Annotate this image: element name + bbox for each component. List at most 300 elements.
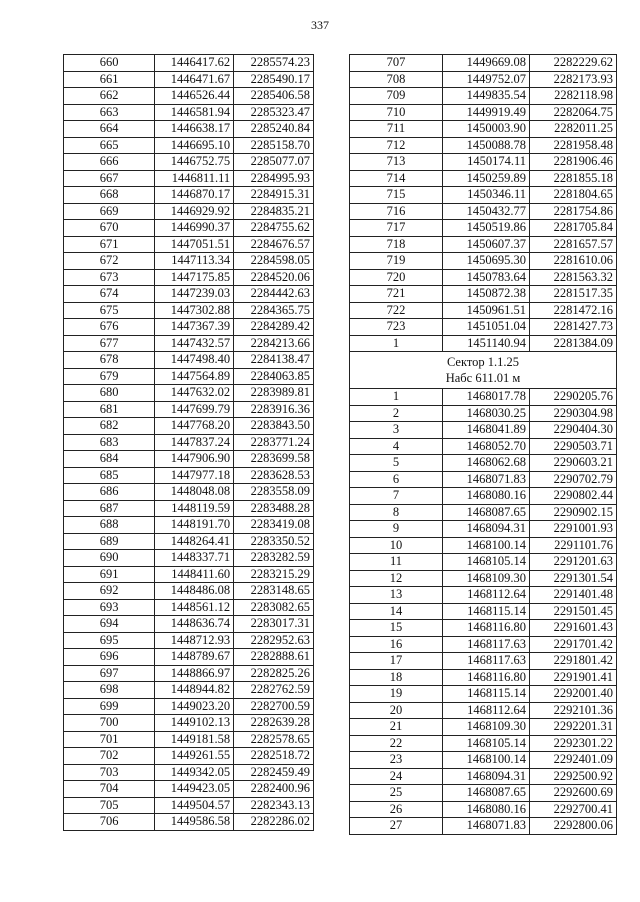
- point-number-cell: 13: [350, 587, 443, 604]
- x-coordinate-cell: 1450783.64: [443, 269, 530, 286]
- point-number-cell: 715: [350, 187, 443, 204]
- x-coordinate-cell: 1447113.34: [155, 253, 234, 270]
- point-number-cell: 21: [350, 719, 443, 736]
- table-row: [350, 669, 617, 686]
- x-coordinate-cell: 1448712.93: [155, 632, 234, 649]
- x-coordinate-cell: 1448636.74: [155, 616, 234, 633]
- y-coordinate-cell: 2282518.72: [234, 748, 314, 765]
- y-coordinate-cell: 2292600.69: [530, 785, 617, 802]
- right-table-bottom-body: [350, 389, 617, 835]
- table-row: [350, 187, 617, 204]
- table-row: [350, 735, 617, 752]
- y-coordinate-cell: 2291501.45: [530, 603, 617, 620]
- table-row: [350, 422, 617, 439]
- section-header: [350, 352, 617, 389]
- y-coordinate-cell: 2291401.48: [530, 587, 617, 604]
- y-coordinate-cell: 2284365.75: [234, 302, 314, 319]
- table-row: [64, 781, 314, 798]
- y-coordinate-cell: 2290802.44: [530, 488, 617, 505]
- x-coordinate-cell: 1446929.92: [155, 203, 234, 220]
- table-row: [64, 236, 314, 253]
- x-coordinate-cell: 1448486.08: [155, 583, 234, 600]
- x-coordinate-cell: 1447837.24: [155, 434, 234, 451]
- point-number-cell: 717: [350, 220, 443, 237]
- section-subtitle: Набс 611.01 м: [445, 371, 521, 385]
- y-coordinate-cell: 2291001.93: [530, 521, 617, 538]
- y-coordinate-cell: 2291601.43: [530, 620, 617, 637]
- x-coordinate-cell: 1447977.18: [155, 467, 234, 484]
- y-coordinate-cell: 2282700.59: [234, 698, 314, 715]
- y-coordinate-cell: 2292101.36: [530, 702, 617, 719]
- x-coordinate-cell: 1446581.94: [155, 104, 234, 121]
- x-coordinate-cell: 1446870.17: [155, 187, 234, 204]
- table-row: [350, 554, 617, 571]
- y-coordinate-cell: 2281384.09: [530, 335, 617, 352]
- y-coordinate-cell: 2284835.21: [234, 203, 314, 220]
- point-number-cell: 703: [64, 764, 155, 781]
- point-number-cell: 707: [350, 55, 443, 72]
- table-row: [350, 636, 617, 653]
- y-coordinate-cell: 2283350.52: [234, 533, 314, 550]
- point-number-cell: 713: [350, 154, 443, 171]
- x-coordinate-cell: 1450003.90: [443, 121, 530, 138]
- x-coordinate-cell: 1448119.59: [155, 500, 234, 517]
- table-row: [64, 500, 314, 517]
- y-coordinate-cell: 2290902.15: [530, 504, 617, 521]
- point-number-cell: 20: [350, 702, 443, 719]
- point-number-cell: 26: [350, 801, 443, 818]
- point-number-cell: 710: [350, 104, 443, 121]
- table-row: [350, 121, 617, 138]
- x-coordinate-cell: 1446695.10: [155, 137, 234, 154]
- point-number-cell: 677: [64, 335, 155, 352]
- point-number-cell: 1: [350, 389, 443, 406]
- table-row: [64, 187, 314, 204]
- x-coordinate-cell: 1468087.65: [443, 785, 530, 802]
- table-row: [64, 451, 314, 468]
- y-coordinate-cell: 2292301.22: [530, 735, 617, 752]
- table-row: [350, 88, 617, 105]
- table-row: [64, 170, 314, 187]
- y-coordinate-cell: 2284520.06: [234, 269, 314, 286]
- x-coordinate-cell: 1446417.62: [155, 55, 234, 72]
- point-number-cell: 697: [64, 665, 155, 682]
- point-number-cell: 661: [64, 71, 155, 88]
- point-number-cell: 681: [64, 401, 155, 418]
- x-coordinate-cell: 1450346.11: [443, 187, 530, 204]
- table-row: [64, 385, 314, 402]
- y-coordinate-cell: 2290404.30: [530, 422, 617, 439]
- table-row: [64, 71, 314, 88]
- table-row: [350, 389, 617, 406]
- table-row: [64, 137, 314, 154]
- table-row: [64, 319, 314, 336]
- table-row: [350, 319, 617, 336]
- point-number-cell: 671: [64, 236, 155, 253]
- y-coordinate-cell: 2292500.92: [530, 768, 617, 785]
- table-row: [64, 335, 314, 352]
- coordinates-table-left: [63, 54, 314, 831]
- x-coordinate-cell: 1448337.71: [155, 550, 234, 567]
- y-coordinate-cell: 2285158.70: [234, 137, 314, 154]
- right-table-top-body: [350, 55, 617, 352]
- x-coordinate-cell: 1449342.05: [155, 764, 234, 781]
- point-number-cell: 15: [350, 620, 443, 637]
- table-row: [64, 302, 314, 319]
- point-number-cell: 665: [64, 137, 155, 154]
- y-coordinate-cell: 2282952.63: [234, 632, 314, 649]
- point-number-cell: 685: [64, 467, 155, 484]
- y-coordinate-cell: 2285490.17: [234, 71, 314, 88]
- table-row: [350, 570, 617, 587]
- y-coordinate-cell: 2282578.65: [234, 731, 314, 748]
- y-coordinate-cell: 2285574.23: [234, 55, 314, 72]
- y-coordinate-cell: 2282118.98: [530, 88, 617, 105]
- point-number-cell: 5: [350, 455, 443, 472]
- point-number-cell: 709: [350, 88, 443, 105]
- x-coordinate-cell: 1446811.11: [155, 170, 234, 187]
- point-number-cell: 667: [64, 170, 155, 187]
- table-row: [64, 253, 314, 270]
- table-row: [64, 566, 314, 583]
- point-number-cell: 695: [64, 632, 155, 649]
- y-coordinate-cell: 2281754.86: [530, 203, 617, 220]
- point-number-cell: 708: [350, 71, 443, 88]
- table-row: [350, 471, 617, 488]
- y-coordinate-cell: 2281563.32: [530, 269, 617, 286]
- point-number-cell: 7: [350, 488, 443, 505]
- point-number-cell: 683: [64, 434, 155, 451]
- x-coordinate-cell: 1449586.58: [155, 814, 234, 831]
- x-coordinate-cell: 1468017.78: [443, 389, 530, 406]
- table-row: [64, 55, 314, 72]
- table-row: [64, 583, 314, 600]
- point-number-cell: 723: [350, 319, 443, 336]
- point-number-cell: 705: [64, 797, 155, 814]
- point-number-cell: 4: [350, 438, 443, 455]
- y-coordinate-cell: 2284598.05: [234, 253, 314, 270]
- x-coordinate-cell: 1451140.94: [443, 335, 530, 352]
- x-coordinate-cell: 1468115.14: [443, 686, 530, 703]
- x-coordinate-cell: 1468115.14: [443, 603, 530, 620]
- y-coordinate-cell: 2291201.63: [530, 554, 617, 571]
- table-row: [64, 203, 314, 220]
- table-row: [350, 203, 617, 220]
- point-number-cell: 721: [350, 286, 443, 303]
- table-row: [64, 797, 314, 814]
- x-coordinate-cell: 1449669.08: [443, 55, 530, 72]
- y-coordinate-cell: 2283628.53: [234, 467, 314, 484]
- x-coordinate-cell: 1449102.13: [155, 715, 234, 732]
- table-row: [350, 154, 617, 171]
- x-coordinate-cell: 1450259.89: [443, 170, 530, 187]
- x-coordinate-cell: 1468116.80: [443, 669, 530, 686]
- point-number-cell: 666: [64, 154, 155, 171]
- point-number-cell: 688: [64, 517, 155, 534]
- point-number-cell: 10: [350, 537, 443, 554]
- x-coordinate-cell: 1468071.83: [443, 818, 530, 835]
- point-number-cell: 1: [350, 335, 443, 352]
- point-number-cell: 670: [64, 220, 155, 237]
- y-coordinate-cell: 2284755.62: [234, 220, 314, 237]
- y-coordinate-cell: 2283843.50: [234, 418, 314, 435]
- x-coordinate-cell: 1468080.16: [443, 488, 530, 505]
- y-coordinate-cell: 2292401.09: [530, 752, 617, 769]
- y-coordinate-cell: 2282173.93: [530, 71, 617, 88]
- table-row: [350, 620, 617, 637]
- y-coordinate-cell: 2285323.47: [234, 104, 314, 121]
- point-number-cell: 668: [64, 187, 155, 204]
- table-row: [350, 220, 617, 237]
- y-coordinate-cell: 2292001.40: [530, 686, 617, 703]
- y-coordinate-cell: 2281427.73: [530, 319, 617, 336]
- x-coordinate-cell: 1447302.88: [155, 302, 234, 319]
- y-coordinate-cell: 2290304.98: [530, 405, 617, 422]
- point-number-cell: 700: [64, 715, 155, 732]
- table-row: [350, 286, 617, 303]
- table-row: [64, 599, 314, 616]
- x-coordinate-cell: 1447367.39: [155, 319, 234, 336]
- x-coordinate-cell: 1451051.04: [443, 319, 530, 336]
- x-coordinate-cell: 1449023.20: [155, 698, 234, 715]
- point-number-cell: 8: [350, 504, 443, 521]
- point-number-cell: 690: [64, 550, 155, 567]
- x-coordinate-cell: 1468100.14: [443, 537, 530, 554]
- y-coordinate-cell: 2291701.42: [530, 636, 617, 653]
- section-title: Сектор 1.1.25: [446, 355, 520, 369]
- x-coordinate-cell: 1447175.85: [155, 269, 234, 286]
- x-coordinate-cell: 1450695.30: [443, 253, 530, 270]
- y-coordinate-cell: 2281804.65: [530, 187, 617, 204]
- point-number-cell: 706: [64, 814, 155, 831]
- point-number-cell: 27: [350, 818, 443, 835]
- y-coordinate-cell: 2281472.16: [530, 302, 617, 319]
- y-coordinate-cell: 2281705.84: [530, 220, 617, 237]
- table-row: [64, 467, 314, 484]
- table-row: [350, 455, 617, 472]
- point-number-cell: 673: [64, 269, 155, 286]
- x-coordinate-cell: 1446471.67: [155, 71, 234, 88]
- page-number: 337: [311, 18, 329, 32]
- x-coordinate-cell: 1447432.57: [155, 335, 234, 352]
- point-number-cell: 687: [64, 500, 155, 517]
- point-number-cell: 23: [350, 752, 443, 769]
- x-coordinate-cell: 1468109.30: [443, 570, 530, 587]
- table-row: [350, 405, 617, 422]
- section-header-body: [350, 352, 617, 389]
- x-coordinate-cell: 1468105.14: [443, 554, 530, 571]
- x-coordinate-cell: 1447906.90: [155, 451, 234, 468]
- x-coordinate-cell: 1449261.55: [155, 748, 234, 765]
- y-coordinate-cell: 2284213.66: [234, 335, 314, 352]
- x-coordinate-cell: 1468052.70: [443, 438, 530, 455]
- table-row: [64, 715, 314, 732]
- table-row: [350, 653, 617, 670]
- table-row: [64, 517, 314, 534]
- y-coordinate-cell: 2283148.65: [234, 583, 314, 600]
- table-row: [350, 752, 617, 769]
- point-number-cell: 18: [350, 669, 443, 686]
- table-row: [350, 438, 617, 455]
- point-number-cell: 22: [350, 735, 443, 752]
- x-coordinate-cell: 1449181.58: [155, 731, 234, 748]
- y-coordinate-cell: 2282400.96: [234, 781, 314, 798]
- x-coordinate-cell: 1450961.51: [443, 302, 530, 319]
- point-number-cell: 722: [350, 302, 443, 319]
- table-row: [64, 484, 314, 501]
- x-coordinate-cell: 1447564.89: [155, 368, 234, 385]
- point-number-cell: 9: [350, 521, 443, 538]
- table-row: [64, 632, 314, 649]
- y-coordinate-cell: 2290503.71: [530, 438, 617, 455]
- y-coordinate-cell: 2291101.76: [530, 537, 617, 554]
- table-row: [64, 220, 314, 237]
- table-row: [64, 698, 314, 715]
- table-row: [64, 649, 314, 666]
- point-number-cell: 720: [350, 269, 443, 286]
- x-coordinate-cell: 1468109.30: [443, 719, 530, 736]
- table-row: [350, 488, 617, 505]
- y-coordinate-cell: 2282825.26: [234, 665, 314, 682]
- table-row: [350, 137, 617, 154]
- point-number-cell: 692: [64, 583, 155, 600]
- point-number-cell: 669: [64, 203, 155, 220]
- point-number-cell: 714: [350, 170, 443, 187]
- table-row: [64, 368, 314, 385]
- point-number-cell: 702: [64, 748, 155, 765]
- point-number-cell: 718: [350, 236, 443, 253]
- x-coordinate-cell: 1468105.14: [443, 735, 530, 752]
- y-coordinate-cell: 2284289.42: [234, 319, 314, 336]
- y-coordinate-cell: 2284063.85: [234, 368, 314, 385]
- y-coordinate-cell: 2282011.25: [530, 121, 617, 138]
- x-coordinate-cell: 1450174.11: [443, 154, 530, 171]
- table-row: [350, 785, 617, 802]
- y-coordinate-cell: 2283699.58: [234, 451, 314, 468]
- point-number-cell: 716: [350, 203, 443, 220]
- x-coordinate-cell: 1468117.63: [443, 636, 530, 653]
- x-coordinate-cell: 1450607.37: [443, 236, 530, 253]
- x-coordinate-cell: 1448264.41: [155, 533, 234, 550]
- y-coordinate-cell: 2283558.09: [234, 484, 314, 501]
- table-row: [64, 748, 314, 765]
- table-row: [350, 302, 617, 319]
- table-row: [350, 55, 617, 72]
- point-number-cell: 712: [350, 137, 443, 154]
- x-coordinate-cell: 1468094.31: [443, 521, 530, 538]
- y-coordinate-cell: 2283215.29: [234, 566, 314, 583]
- table-row: [64, 154, 314, 171]
- point-number-cell: 678: [64, 352, 155, 369]
- y-coordinate-cell: 2285240.84: [234, 121, 314, 138]
- section-header-row: [350, 352, 617, 389]
- x-coordinate-cell: 1449504.57: [155, 797, 234, 814]
- table-row: [350, 269, 617, 286]
- x-coordinate-cell: 1447768.20: [155, 418, 234, 435]
- table-row: [350, 335, 617, 352]
- table-row: [64, 434, 314, 451]
- y-coordinate-cell: 2281855.18: [530, 170, 617, 187]
- point-number-cell: 699: [64, 698, 155, 715]
- x-coordinate-cell: 1449835.54: [443, 88, 530, 105]
- y-coordinate-cell: 2284138.47: [234, 352, 314, 369]
- table-row: [64, 88, 314, 105]
- point-number-cell: 12: [350, 570, 443, 587]
- x-coordinate-cell: 1450519.86: [443, 220, 530, 237]
- point-number-cell: 676: [64, 319, 155, 336]
- y-coordinate-cell: 2283082.65: [234, 599, 314, 616]
- point-number-cell: 693: [64, 599, 155, 616]
- y-coordinate-cell: 2284915.31: [234, 187, 314, 204]
- x-coordinate-cell: 1468062.68: [443, 455, 530, 472]
- point-number-cell: 711: [350, 121, 443, 138]
- table-row: [350, 768, 617, 785]
- point-number-cell: 682: [64, 418, 155, 435]
- point-number-cell: 675: [64, 302, 155, 319]
- x-coordinate-cell: 1448789.67: [155, 649, 234, 666]
- left-table-body: [64, 55, 314, 831]
- x-coordinate-cell: 1448944.82: [155, 682, 234, 699]
- point-number-cell: 19: [350, 686, 443, 703]
- y-coordinate-cell: 2292800.06: [530, 818, 617, 835]
- x-coordinate-cell: 1468112.64: [443, 702, 530, 719]
- table-row: [64, 764, 314, 781]
- point-number-cell: 662: [64, 88, 155, 105]
- x-coordinate-cell: 1449919.49: [443, 104, 530, 121]
- x-coordinate-cell: 1446526.44: [155, 88, 234, 105]
- y-coordinate-cell: 2283282.59: [234, 550, 314, 567]
- point-number-cell: 660: [64, 55, 155, 72]
- point-number-cell: 686: [64, 484, 155, 501]
- x-coordinate-cell: 1448411.60: [155, 566, 234, 583]
- point-number-cell: 17: [350, 653, 443, 670]
- y-coordinate-cell: 2282459.49: [234, 764, 314, 781]
- x-coordinate-cell: 1450432.77: [443, 203, 530, 220]
- table-row: [64, 352, 314, 369]
- x-coordinate-cell: 1468100.14: [443, 752, 530, 769]
- y-coordinate-cell: 2282888.61: [234, 649, 314, 666]
- point-number-cell: 719: [350, 253, 443, 270]
- point-number-cell: 16: [350, 636, 443, 653]
- x-coordinate-cell: 1448048.08: [155, 484, 234, 501]
- x-coordinate-cell: 1468112.64: [443, 587, 530, 604]
- point-number-cell: 24: [350, 768, 443, 785]
- table-row: [64, 104, 314, 121]
- table-row: [350, 719, 617, 736]
- y-coordinate-cell: 2285077.07: [234, 154, 314, 171]
- table-row: [64, 286, 314, 303]
- y-coordinate-cell: 2282286.02: [234, 814, 314, 831]
- point-number-cell: 679: [64, 368, 155, 385]
- y-coordinate-cell: 2282762.59: [234, 682, 314, 699]
- table-row: [350, 702, 617, 719]
- point-number-cell: 680: [64, 385, 155, 402]
- x-coordinate-cell: 1448191.70: [155, 517, 234, 534]
- table-row: [350, 801, 617, 818]
- y-coordinate-cell: 2290205.76: [530, 389, 617, 406]
- y-coordinate-cell: 2281610.06: [530, 253, 617, 270]
- x-coordinate-cell: 1450872.38: [443, 286, 530, 303]
- table-row: [64, 665, 314, 682]
- table-row: [350, 686, 617, 703]
- table-row: [64, 533, 314, 550]
- table-row: [350, 236, 617, 253]
- table-row: [64, 550, 314, 567]
- table-row: [64, 121, 314, 138]
- y-coordinate-cell: 2281958.48: [530, 137, 617, 154]
- point-number-cell: 698: [64, 682, 155, 699]
- x-coordinate-cell: 1448561.12: [155, 599, 234, 616]
